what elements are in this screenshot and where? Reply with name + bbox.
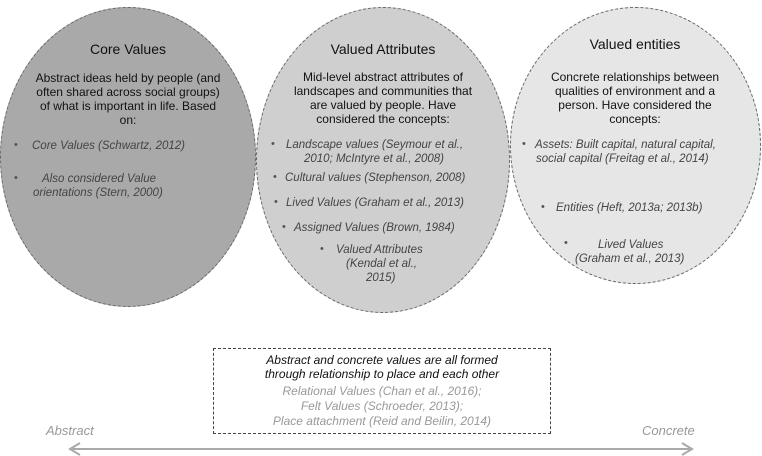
valued-attributes-item: 2010; McIntyre et al., 2008): [304, 153, 444, 165]
valued-attributes-item: Landscape values (Seymour et al.,: [286, 139, 464, 151]
note-reference-line: Relational Values (Chan et al., 2016);: [282, 384, 482, 398]
bullet-icon: •: [14, 172, 18, 184]
relational-note-box: [213, 348, 551, 434]
abstract-concrete-arrow: [62, 442, 702, 456]
core-values-desc-line: often shared across social groups): [36, 85, 220, 99]
note-strong-line: through relationship to place and each other: [264, 367, 500, 381]
valued-entities-item: Assets: Built capital, natural capital,: [535, 139, 716, 151]
valued-entities-item: Entities (Heft, 2013a; 2013b): [556, 202, 703, 214]
valued-entities-desc-line: concepts:: [609, 112, 661, 126]
valued-entities-desc-line: Concrete relationships between: [550, 70, 720, 84]
core-values-item: Also considered Value: [42, 173, 157, 185]
valued-entities-desc-line: qualities of environment and a: [554, 84, 716, 98]
valued-attributes-title: Valued Attributes: [330, 41, 436, 57]
valued-attributes-desc-line: are valued by people. Have: [309, 98, 457, 112]
core-values-desc-line: of what is important in life. Based: [39, 99, 217, 113]
core-values-item: orientations (Stern, 2000): [33, 187, 163, 199]
valued-entities-title: Valued entities: [589, 36, 681, 52]
valued-attributes-item: Valued Attributes: [336, 244, 423, 256]
note-reference-line: Felt Values (Schroeder, 2013);: [300, 399, 464, 413]
bullet-icon: •: [14, 139, 18, 151]
valued-attributes-item: Cultural values (Stephenson, 2008): [285, 172, 466, 184]
note-strong-line: Abstract and concrete values are all formed: [266, 353, 498, 367]
axis-label-abstract: Abstract: [46, 423, 94, 438]
bullet-icon: •: [271, 138, 275, 150]
bullet-icon: •: [274, 196, 278, 208]
valued-attributes-desc-line: landscapes and communities that: [293, 84, 473, 98]
bullet-icon: •: [273, 171, 277, 183]
valued-attributes-item: Assigned Values (Brown, 1984): [294, 222, 455, 234]
valued-entities-item: social capital (Freitag et al., 2014): [536, 153, 709, 165]
valued-entities-desc-line: person. Have considered the: [558, 98, 712, 112]
bullet-icon: •: [564, 237, 568, 249]
bullet-icon: •: [522, 138, 526, 150]
core-values-desc-line: on:: [119, 113, 137, 127]
bullet-icon: •: [282, 221, 286, 233]
axis-label-concrete: Concrete: [642, 423, 695, 438]
valued-attributes-item: Lived Values (Graham et al., 2013): [286, 197, 464, 209]
valued-entities-item: Lived Values: [598, 239, 664, 251]
valued-attributes-item: 2015): [366, 272, 396, 284]
valued-attributes-desc-line: considered the concepts:: [316, 112, 450, 126]
bullet-icon: •: [541, 201, 545, 213]
bullet-icon: •: [320, 243, 324, 255]
core-values-title: Core Values: [89, 41, 166, 57]
core-values-desc-line: Abstract ideas held by people (and: [35, 71, 221, 85]
valued-attributes-desc-line: Mid-level abstract attributes of: [302, 70, 464, 84]
valued-entities-item: (Graham et al., 2013): [575, 253, 685, 265]
core-values-item: Core Values (Schwartz, 2012): [32, 140, 185, 152]
note-reference-line: Place attachment (Reid and Beilin, 2014): [272, 414, 492, 428]
valued-attributes-item: (Kendal et al.,: [346, 258, 417, 270]
